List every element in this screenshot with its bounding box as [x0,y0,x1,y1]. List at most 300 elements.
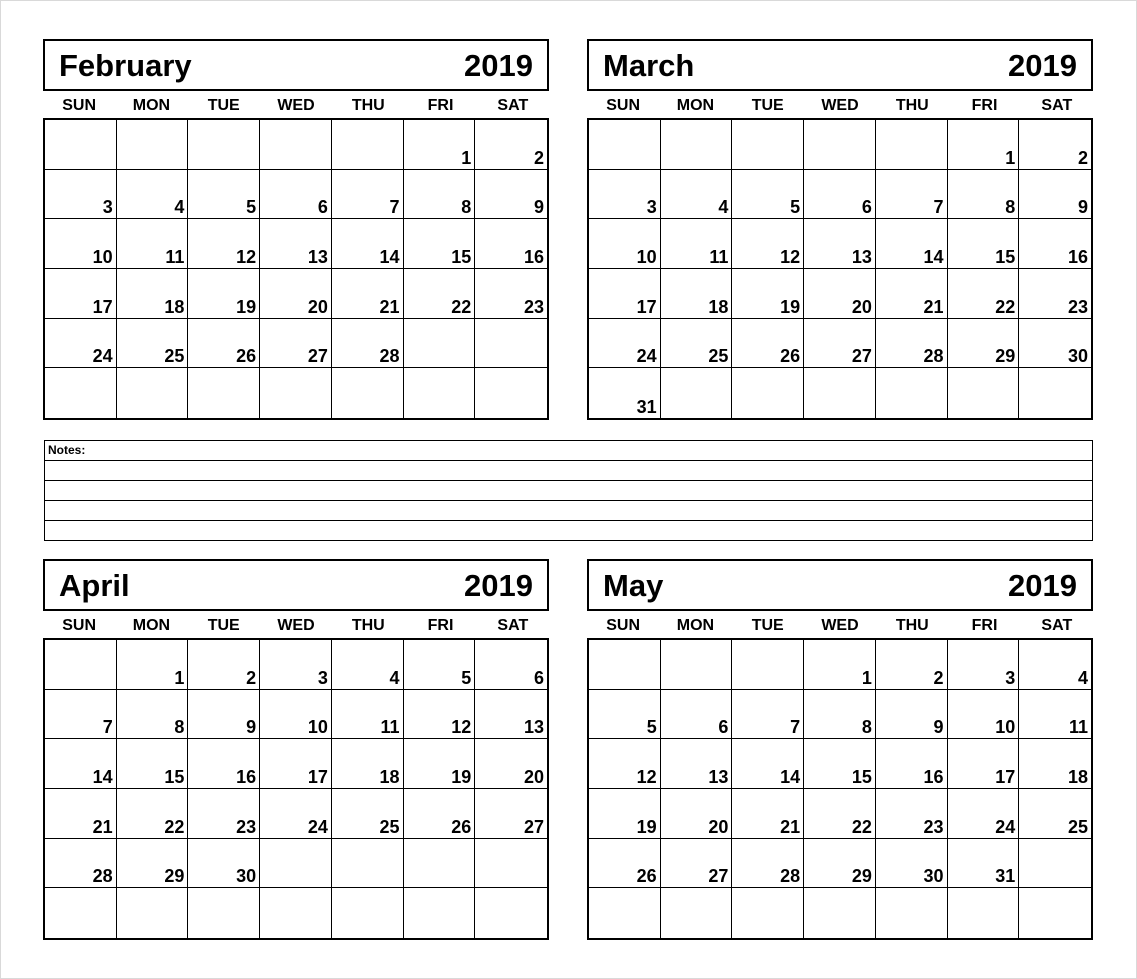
day-cell[interactable] [45,368,117,418]
weekday-header-row [587,94,1093,118]
day-cell[interactable] [475,368,547,418]
day-cell[interactable] [332,789,404,839]
day-cell[interactable] [188,219,260,269]
day-cell[interactable] [876,319,948,369]
day-cell[interactable] [45,640,117,690]
day-cell[interactable] [260,319,332,369]
day-number: 29 [995,346,1016,367]
day-number: 2 [246,667,257,688]
day-cell[interactable] [876,219,948,269]
weekday-label: MON [676,97,715,114]
day-cell[interactable] [948,839,1020,889]
day-number: 18 [1067,767,1088,787]
day-cell[interactable] [804,839,876,889]
notes-line[interactable] [45,521,1092,541]
day-cell[interactable] [404,170,476,220]
day-cell[interactable] [404,219,476,269]
day-number: 5 [461,667,472,688]
day-number: 27 [523,816,544,837]
day-cell[interactable] [188,839,260,889]
day-cell[interactable] [876,170,948,220]
day-number: 23 [1067,296,1088,317]
day-number: 30 [923,866,944,887]
month-header [43,559,549,611]
day-number: 13 [307,247,328,267]
day-cell[interactable] [876,120,948,170]
day-cell[interactable] [475,219,547,269]
weekday-label: SUN [62,97,97,114]
day-cell[interactable] [876,739,948,789]
day-number: 26 [236,346,257,367]
day-cell[interactable] [661,170,733,220]
day-cell[interactable] [589,690,661,740]
day-cell[interactable] [260,888,332,938]
day-cell[interactable] [876,789,948,839]
month-name: March [603,47,695,83]
day-number: 10 [92,247,113,267]
day-cell[interactable] [117,640,189,690]
weekday-label: SAT [1041,97,1073,114]
day-number: 15 [451,247,472,267]
day-number: 15 [995,247,1016,267]
day-cell[interactable] [948,640,1020,690]
day-number: 1 [174,667,185,688]
day-cell[interactable] [332,120,404,170]
day-number: 2 [533,147,544,168]
day-number: 27 [307,346,328,367]
day-number: 29 [164,866,185,887]
day-cell[interactable] [1019,269,1091,319]
weekday-label: FRI [971,97,998,114]
day-cell[interactable] [876,368,948,418]
day-cell[interactable] [732,170,804,220]
day-cell[interactable] [948,690,1020,740]
day-cell[interactable] [1019,739,1091,789]
day-cell[interactable] [804,269,876,319]
day-cell[interactable] [589,120,661,170]
day-number: 25 [1067,816,1088,837]
day-cell[interactable] [804,319,876,369]
day-cell[interactable] [948,789,1020,839]
day-cell[interactable] [876,640,948,690]
day-number: 14 [780,767,801,787]
notes-box[interactable] [44,440,1093,541]
day-cell[interactable] [188,739,260,789]
day-cell[interactable] [475,839,547,889]
day-cell[interactable] [188,319,260,369]
day-number: 12 [451,717,472,738]
day-cell[interactable] [260,739,332,789]
day-cell[interactable] [188,888,260,938]
weekday-label: SAT [497,617,529,634]
day-number: 13 [523,717,544,738]
day-cell[interactable] [948,120,1020,170]
month-year: 2019 [1008,567,1077,603]
day-cell[interactable] [332,170,404,220]
day-cell[interactable] [332,888,404,938]
day-cell[interactable] [948,269,1020,319]
month-header [43,39,549,91]
day-cell[interactable] [332,219,404,269]
notes-line[interactable] [45,501,1092,521]
day-cell[interactable] [661,120,733,170]
day-cell[interactable] [332,269,404,319]
day-number: 1 [1005,147,1016,168]
day-cell[interactable] [332,739,404,789]
day-cell[interactable] [589,219,661,269]
month-year: 2019 [1008,47,1077,83]
day-number: 12 [636,767,657,787]
day-cell[interactable] [732,789,804,839]
day-cell[interactable] [332,319,404,369]
day-cell[interactable] [475,120,547,170]
day-cell[interactable] [661,319,733,369]
notes-label: Notes: [48,443,86,457]
day-cell[interactable] [876,690,948,740]
day-number: 19 [451,767,472,787]
day-number: 27 [708,866,729,887]
month-header [587,39,1093,91]
day-cell[interactable] [1019,640,1091,690]
day-cell[interactable] [260,219,332,269]
day-cell[interactable] [45,319,117,369]
day-cell[interactable] [1019,219,1091,269]
day-cell[interactable] [188,269,260,319]
day-cell[interactable] [804,739,876,789]
day-cell[interactable] [332,690,404,740]
day-cell[interactable] [475,739,547,789]
day-cell[interactable] [332,640,404,690]
day-cell[interactable] [661,789,733,839]
day-number: 13 [708,767,729,787]
day-cell[interactable] [804,170,876,220]
weekday-label: WED [821,97,859,114]
day-cell[interactable] [948,219,1020,269]
day-cell[interactable] [45,120,117,170]
day-number: 19 [636,816,657,837]
day-number: 17 [636,296,657,317]
day-cell[interactable] [188,789,260,839]
day-cell[interactable] [404,269,476,319]
day-number: 16 [236,767,257,787]
day-cell[interactable] [948,888,1020,938]
day-cell[interactable] [404,690,476,740]
day-number: 22 [164,816,185,837]
day-number: 3 [1005,667,1016,688]
day-cell[interactable] [948,739,1020,789]
day-cell[interactable] [589,640,661,690]
weekday-label: WED [277,617,315,634]
day-cell[interactable] [260,120,332,170]
day-number: 12 [236,247,257,267]
day-number: 4 [1077,667,1088,688]
day-cell[interactable] [732,269,804,319]
day-cell[interactable] [804,120,876,170]
day-cell[interactable] [475,640,547,690]
weekday-label: FRI [971,617,998,634]
weekday-label: SUN [62,617,97,634]
day-number: 28 [780,866,801,887]
day-number: 16 [523,247,544,267]
weekday-label: TUE [751,617,784,634]
day-cell[interactable] [45,690,117,740]
day-cell[interactable] [188,170,260,220]
day-number: 30 [1067,346,1088,367]
day-cell[interactable] [404,319,476,369]
day-cell[interactable] [260,839,332,889]
day-number: 24 [636,346,657,367]
day-number: 6 [861,197,872,218]
day-cell[interactable] [404,368,476,418]
day-cell[interactable] [948,319,1020,369]
weekday-label: FRI [427,617,454,634]
day-cell[interactable] [1019,319,1091,369]
day-cell[interactable] [589,839,661,889]
month-name: February [59,47,192,83]
day-number: 6 [718,717,729,738]
day-number: 2 [933,667,944,688]
month-header [587,559,1093,611]
day-cell[interactable] [45,739,117,789]
day-cell[interactable] [732,368,804,418]
day-number: 8 [174,717,185,738]
day-cell[interactable] [661,690,733,740]
day-cell[interactable] [1019,888,1091,938]
day-cell[interactable] [661,888,733,938]
day-number: 8 [461,197,472,218]
day-cell[interactable] [260,170,332,220]
day-cell[interactable] [661,839,733,889]
day-grid [43,638,549,940]
day-number: 29 [851,866,872,887]
weekday-label: THU [895,617,929,634]
day-cell[interactable] [732,888,804,938]
day-cell[interactable] [188,368,260,418]
day-number: 19 [236,296,257,317]
day-cell[interactable] [188,640,260,690]
weekday-label: SAT [1041,617,1073,634]
day-cell[interactable] [804,690,876,740]
notes-line[interactable] [45,481,1092,501]
day-cell[interactable] [1019,120,1091,170]
day-cell[interactable] [589,368,661,418]
day-number: 25 [379,816,400,837]
day-cell[interactable] [45,170,117,220]
day-cell[interactable] [404,789,476,839]
day-number: 9 [1077,197,1088,218]
day-number: 11 [709,247,729,267]
day-number: 25 [164,346,185,367]
day-cell[interactable] [804,888,876,938]
day-cell[interactable] [804,789,876,839]
weekday-label: FRI [427,97,454,114]
day-cell[interactable] [661,739,733,789]
day-number: 18 [708,296,729,317]
day-number: 12 [780,247,801,267]
month-name: May [603,567,664,603]
day-cell[interactable] [589,739,661,789]
day-cell[interactable] [260,269,332,319]
day-number: 23 [923,816,944,837]
day-cell[interactable] [332,368,404,418]
day-cell[interactable] [260,690,332,740]
day-cell[interactable] [188,120,260,170]
day-cell[interactable] [404,120,476,170]
day-number: 1 [461,147,472,168]
day-cell[interactable] [117,690,189,740]
day-cell[interactable] [404,888,476,938]
day-cell[interactable] [475,888,547,938]
notes-line[interactable] [45,461,1092,481]
day-cell[interactable] [475,170,547,220]
day-cell[interactable] [661,269,733,319]
day-cell[interactable] [404,839,476,889]
day-number: 26 [636,866,657,887]
day-number: 20 [307,296,328,317]
day-cell[interactable] [117,888,189,938]
day-cell[interactable] [661,219,733,269]
day-cell[interactable] [732,219,804,269]
day-number: 31 [636,397,657,417]
day-cell[interactable] [804,368,876,418]
day-cell[interactable] [332,839,404,889]
day-cell[interactable] [117,368,189,418]
day-cell[interactable] [475,269,547,319]
day-number: 5 [246,197,257,218]
weekday-label: WED [277,97,315,114]
day-cell[interactable] [876,888,948,938]
day-number: 20 [523,767,544,787]
day-cell[interactable] [732,839,804,889]
day-cell[interactable] [732,739,804,789]
day-number: 15 [851,767,872,787]
day-number: 18 [379,767,400,787]
day-number: 24 [92,346,113,367]
day-cell[interactable] [188,690,260,740]
day-cell[interactable] [876,269,948,319]
day-cell[interactable] [1019,789,1091,839]
day-cell[interactable] [1019,368,1091,418]
day-number: 6 [317,197,328,218]
day-cell[interactable] [804,640,876,690]
notes-line[interactable] [45,441,1092,461]
day-cell[interactable] [948,368,1020,418]
day-cell[interactable] [404,640,476,690]
day-number: 4 [174,197,185,218]
day-cell[interactable] [260,368,332,418]
day-cell[interactable] [117,170,189,220]
day-cell[interactable] [117,739,189,789]
day-cell[interactable] [117,319,189,369]
day-number: 22 [851,816,872,837]
weekday-label: TUE [207,97,240,114]
day-number: 16 [1067,247,1088,267]
day-number: 20 [851,296,872,317]
day-number: 5 [790,197,801,218]
day-cell[interactable] [117,839,189,889]
day-number: 10 [636,247,657,267]
month-year: 2019 [464,47,533,83]
day-cell[interactable] [260,640,332,690]
day-number: 23 [523,296,544,317]
day-cell[interactable] [45,269,117,319]
day-number: 3 [102,197,113,218]
day-cell[interactable] [661,368,733,418]
day-number: 27 [851,346,872,367]
day-cell[interactable] [117,219,189,269]
day-number: 7 [790,717,801,738]
day-cell[interactable] [404,739,476,789]
day-cell[interactable] [475,690,547,740]
day-cell[interactable] [589,170,661,220]
day-number: 28 [92,866,113,887]
day-number: 3 [317,667,328,688]
day-cell[interactable] [1019,690,1091,740]
day-cell[interactable] [876,839,948,889]
weekday-header-row [43,94,549,118]
weekday-label: SAT [497,97,529,114]
day-cell[interactable] [117,269,189,319]
day-number: 17 [92,296,113,317]
day-cell[interactable] [804,219,876,269]
day-number: 9 [533,197,544,218]
day-number: 1 [861,667,872,688]
day-number: 28 [923,346,944,367]
day-number: 9 [246,717,257,738]
day-number: 4 [389,667,400,688]
day-number: 13 [851,247,872,267]
day-number: 6 [533,667,544,688]
day-cell[interactable] [45,789,117,839]
day-cell[interactable] [260,789,332,839]
day-cell[interactable] [475,789,547,839]
day-number: 11 [165,247,185,267]
weekday-label: THU [351,97,385,114]
day-cell[interactable] [45,888,117,938]
day-number: 2 [1077,147,1088,168]
day-cell[interactable] [589,269,661,319]
day-number: 25 [708,346,729,367]
day-number: 10 [307,717,328,738]
day-number: 24 [307,816,328,837]
day-cell[interactable] [589,789,661,839]
day-cell[interactable] [117,120,189,170]
day-cell[interactable] [732,120,804,170]
day-cell[interactable] [45,219,117,269]
day-cell[interactable] [1019,839,1091,889]
day-number: 31 [995,866,1016,887]
day-cell[interactable] [732,319,804,369]
day-cell[interactable] [732,640,804,690]
day-number: 5 [646,717,657,738]
day-number: 11 [1068,717,1088,738]
day-number: 24 [995,816,1016,837]
day-number: 11 [380,717,400,738]
day-cell[interactable] [732,690,804,740]
day-cell[interactable] [661,640,733,690]
day-number: 20 [708,816,729,837]
day-cell[interactable] [589,319,661,369]
day-cell[interactable] [589,888,661,938]
day-cell[interactable] [1019,170,1091,220]
day-cell[interactable] [948,170,1020,220]
day-cell[interactable] [45,839,117,889]
day-cell[interactable] [117,789,189,839]
day-number: 26 [780,346,801,367]
day-cell[interactable] [475,319,547,369]
month-name: April [59,567,130,603]
day-number: 14 [923,247,944,267]
